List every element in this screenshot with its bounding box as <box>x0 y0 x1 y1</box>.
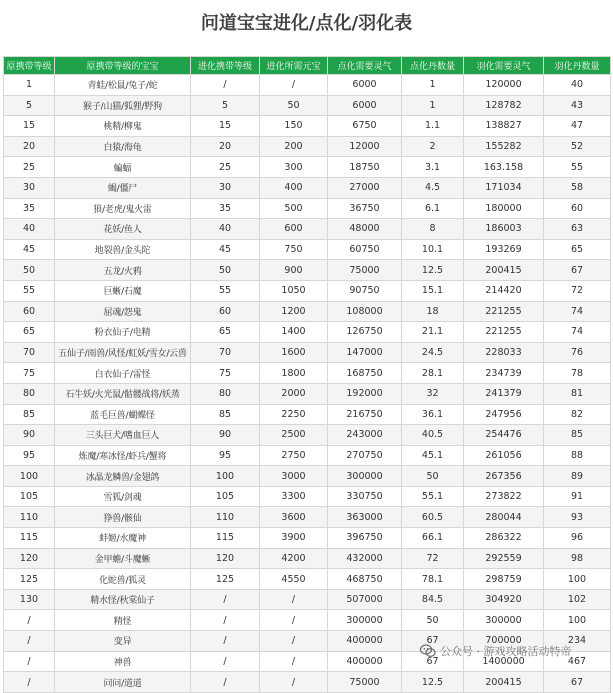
cell-original-pets: 精怪 <box>55 610 191 631</box>
cell-feather-spirit: 163.158 <box>464 157 544 178</box>
cell-enlighten-pills: 78.1 <box>402 569 464 590</box>
cell-feather-pills: 63 <box>544 219 611 240</box>
cell-enlighten-pills: 60.5 <box>402 507 464 528</box>
cell-original-level: / <box>4 651 55 672</box>
cell-feather-spirit: 221255 <box>464 301 544 322</box>
cell-enlighten-spirit: 468750 <box>328 569 402 590</box>
cell-enlighten-spirit: 330750 <box>328 486 402 507</box>
cell-feather-pills: 100 <box>544 610 611 631</box>
cell-evolved-level: 30 <box>191 177 260 198</box>
cell-enlighten-spirit: 60750 <box>328 239 402 260</box>
cell-original-level: 85 <box>4 404 55 425</box>
cell-feather-spirit: 214420 <box>464 280 544 301</box>
cell-enlighten-pills: 67 <box>402 651 464 672</box>
cell-original-pets: 精水怪/秋棠仙子 <box>55 589 191 610</box>
cell-feather-spirit: 138827 <box>464 116 544 137</box>
cell-evolution-ingots: 400 <box>260 177 328 198</box>
cell-feather-pills: 467 <box>544 651 611 672</box>
cell-evolution-ingots: 150 <box>260 116 328 137</box>
cell-original-level: 80 <box>4 383 55 404</box>
cell-enlighten-pills: 50 <box>402 610 464 631</box>
table-header-row <box>4 57 611 75</box>
cell-evolved-level: 15 <box>191 116 260 137</box>
cell-feather-spirit: 221255 <box>464 322 544 343</box>
header-original-level: 原携带等级 <box>4 57 55 75</box>
cell-feather-spirit: 228033 <box>464 342 544 363</box>
cell-original-pets: 石牛妖/火光鼠/骷髅战将/妖蒸 <box>55 383 191 404</box>
cell-original-level: 50 <box>4 260 55 281</box>
cell-feather-spirit: 120000 <box>464 75 544 96</box>
cell-evolved-level: 85 <box>191 404 260 425</box>
header-feather-pills: 羽化丹数量 <box>544 57 611 75</box>
table-row <box>4 486 611 507</box>
cell-evolved-level: 95 <box>191 445 260 466</box>
cell-evolution-ingots: 1200 <box>260 301 328 322</box>
cell-enlighten-pills: 21.1 <box>402 322 464 343</box>
cell-original-level: 115 <box>4 528 55 549</box>
cell-enlighten-spirit: 363000 <box>328 507 402 528</box>
cell-original-pets: 化蛇兽/狐灵 <box>55 569 191 590</box>
cell-evolved-level: 115 <box>191 528 260 549</box>
cell-evolved-level: 65 <box>191 322 260 343</box>
cell-enlighten-pills: 1 <box>402 95 464 116</box>
cell-evolved-level: / <box>191 75 260 96</box>
cell-evolved-level: 105 <box>191 486 260 507</box>
cell-evolution-ingots: 1800 <box>260 363 328 384</box>
cell-original-level: 35 <box>4 198 55 219</box>
cell-feather-pills: 55 <box>544 157 611 178</box>
cell-feather-spirit: 234739 <box>464 363 544 384</box>
cell-enlighten-spirit: 12000 <box>328 136 402 157</box>
cell-original-level: / <box>4 610 55 631</box>
cell-feather-pills: 74 <box>544 301 611 322</box>
cell-feather-pills: 65 <box>544 239 611 260</box>
cell-enlighten-pills: 1 <box>402 75 464 96</box>
cell-feather-spirit: 700000 <box>464 631 544 652</box>
cell-feather-pills: 76 <box>544 342 611 363</box>
cell-enlighten-spirit: 6000 <box>328 95 402 116</box>
cell-original-pets: 三头巨犬/嗜血巨人 <box>55 425 191 446</box>
table-row <box>4 177 611 198</box>
table-row <box>4 322 611 343</box>
cell-original-pets: 五仙子/雨兽/风怪/虹妖/雪女/云兽 <box>55 342 191 363</box>
cell-feather-pills: 72 <box>544 280 611 301</box>
cell-evolved-level: / <box>191 610 260 631</box>
cell-original-level: 60 <box>4 301 55 322</box>
cell-enlighten-spirit: 400000 <box>328 651 402 672</box>
cell-feather-pills: 58 <box>544 177 611 198</box>
cell-original-level: 100 <box>4 466 55 487</box>
cell-original-pets: 桃精/柳鬼 <box>55 116 191 137</box>
cell-feather-pills: 67 <box>544 260 611 281</box>
cell-enlighten-spirit: 75000 <box>328 672 402 693</box>
cell-feather-pills: 93 <box>544 507 611 528</box>
table-row <box>4 466 611 487</box>
table-row <box>4 672 611 693</box>
header-evolution-ingots: 进化所需元宝 <box>260 57 328 75</box>
cell-enlighten-pills: 84.5 <box>402 589 464 610</box>
cell-original-level: 70 <box>4 342 55 363</box>
cell-enlighten-pills: 6.1 <box>402 198 464 219</box>
cell-enlighten-spirit: 18750 <box>328 157 402 178</box>
cell-original-level: 45 <box>4 239 55 260</box>
table-row <box>4 445 611 466</box>
cell-original-level: 40 <box>4 219 55 240</box>
cell-enlighten-spirit: 432000 <box>328 548 402 569</box>
cell-evolution-ingots: 2000 <box>260 383 328 404</box>
watermark-text: 公众号 · 游戏攻略活动特帝 <box>440 645 572 658</box>
table-body <box>4 75 611 693</box>
table-row <box>4 280 611 301</box>
cell-evolved-level: 50 <box>191 260 260 281</box>
cell-original-level: 95 <box>4 445 55 466</box>
table-row <box>4 136 611 157</box>
cell-enlighten-pills: 3.1 <box>402 157 464 178</box>
cell-enlighten-pills: 12.5 <box>402 672 464 693</box>
cell-enlighten-spirit: 243000 <box>328 425 402 446</box>
cell-original-pets: 炼魔/寒冰怪/虾兵/蟹将 <box>55 445 191 466</box>
cell-original-pets: 神兽 <box>55 651 191 672</box>
cell-original-pets: 五龙/火鸦 <box>55 260 191 281</box>
cell-enlighten-spirit: 6750 <box>328 116 402 137</box>
cell-enlighten-pills: 32 <box>402 383 464 404</box>
cell-enlighten-pills: 24.5 <box>402 342 464 363</box>
cell-original-pets: 猴子/山猫/狐狸/野狗 <box>55 95 191 116</box>
cell-feather-spirit: 1400000 <box>464 651 544 672</box>
table-row <box>4 239 611 260</box>
cell-feather-spirit: 298759 <box>464 569 544 590</box>
cell-evolved-level: / <box>191 672 260 693</box>
cell-feather-spirit: 155282 <box>464 136 544 157</box>
cell-enlighten-pills: 36.1 <box>402 404 464 425</box>
cell-enlighten-pills: 67 <box>402 631 464 652</box>
cell-evolution-ingots: 200 <box>260 136 328 157</box>
cell-evolution-ingots: 3900 <box>260 528 328 549</box>
cell-evolved-level: 125 <box>191 569 260 590</box>
cell-original-level: 15 <box>4 116 55 137</box>
cell-feather-pills: 40 <box>544 75 611 96</box>
header-enlighten-pills: 点化丹数量 <box>402 57 464 75</box>
table-row <box>4 342 611 363</box>
cell-enlighten-pills: 2 <box>402 136 464 157</box>
cell-evolution-ingots: 4200 <box>260 548 328 569</box>
cell-feather-pills: 74 <box>544 322 611 343</box>
cell-original-pets: 冰晶龙鳞兽/金翅鸽 <box>55 466 191 487</box>
cell-feather-pills: 85 <box>544 425 611 446</box>
cell-evolution-ingots: / <box>260 75 328 96</box>
cell-evolved-level: 55 <box>191 280 260 301</box>
cell-evolution-ingots: / <box>260 651 328 672</box>
table-row <box>4 404 611 425</box>
cell-original-level: 20 <box>4 136 55 157</box>
cell-evolved-level: / <box>191 651 260 672</box>
table-row <box>4 569 611 590</box>
cell-evolved-level: 120 <box>191 548 260 569</box>
cell-enlighten-spirit: 300000 <box>328 466 402 487</box>
cell-feather-spirit: 241379 <box>464 383 544 404</box>
cell-enlighten-spirit: 507000 <box>328 589 402 610</box>
cell-original-pets: 花妖/鱼人 <box>55 219 191 240</box>
table-row <box>4 219 611 240</box>
cell-evolved-level: 60 <box>191 301 260 322</box>
cell-evolution-ingots: / <box>260 589 328 610</box>
cell-enlighten-spirit: 300000 <box>328 610 402 631</box>
cell-original-pets: 金甲蟾/斗魔蜥 <box>55 548 191 569</box>
cell-evolution-ingots: 2750 <box>260 445 328 466</box>
cell-original-pets: 问问/道道 <box>55 672 191 693</box>
cell-feather-pills: 67 <box>544 672 611 693</box>
cell-enlighten-pills: 4.5 <box>402 177 464 198</box>
cell-original-pets: 蝙蝠 <box>55 157 191 178</box>
cell-original-pets: 蝎/僵尸 <box>55 177 191 198</box>
cell-feather-spirit: 286322 <box>464 528 544 549</box>
cell-original-pets: 地裂兽/金头陀 <box>55 239 191 260</box>
cell-original-pets: 巨蜥/石魔 <box>55 280 191 301</box>
cell-enlighten-pills: 28.1 <box>402 363 464 384</box>
cell-feather-pills: 78 <box>544 363 611 384</box>
cell-original-level: 105 <box>4 486 55 507</box>
cell-evolution-ingots: 4550 <box>260 569 328 590</box>
cell-evolved-level: 25 <box>191 157 260 178</box>
cell-evolution-ingots: 3000 <box>260 466 328 487</box>
evolution-table <box>3 56 611 693</box>
cell-enlighten-spirit: 270750 <box>328 445 402 466</box>
cell-enlighten-pills: 18 <box>402 301 464 322</box>
cell-original-pets: 蚌姬/水魔神 <box>55 528 191 549</box>
table-row <box>4 198 611 219</box>
cell-enlighten-pills: 10.1 <box>402 239 464 260</box>
table-row <box>4 75 611 96</box>
table-row <box>4 610 611 631</box>
cell-feather-spirit: 247956 <box>464 404 544 425</box>
cell-enlighten-spirit: 108000 <box>328 301 402 322</box>
cell-evolved-level: 45 <box>191 239 260 260</box>
header-evolved-level: 进化携带等级 <box>191 57 260 75</box>
cell-enlighten-pills: 66.1 <box>402 528 464 549</box>
cell-feather-spirit: 273822 <box>464 486 544 507</box>
cell-evolved-level: / <box>191 589 260 610</box>
cell-original-level: 75 <box>4 363 55 384</box>
cell-enlighten-spirit: 36750 <box>328 198 402 219</box>
table-row <box>4 363 611 384</box>
cell-enlighten-spirit: 75000 <box>328 260 402 281</box>
cell-original-pets: 雪狐/剑魂 <box>55 486 191 507</box>
cell-feather-spirit: 128782 <box>464 95 544 116</box>
cell-evolution-ingots: 900 <box>260 260 328 281</box>
cell-feather-pills: 47 <box>544 116 611 137</box>
cell-enlighten-pills: 1.1 <box>402 116 464 137</box>
cell-enlighten-spirit: 216750 <box>328 404 402 425</box>
cell-feather-spirit: 180000 <box>464 198 544 219</box>
cell-original-pets: 屈魂/怨鬼 <box>55 301 191 322</box>
cell-original-level: / <box>4 631 55 652</box>
table-row <box>4 589 611 610</box>
cell-evolved-level: 110 <box>191 507 260 528</box>
header-enlighten-spirit: 点化需要灵气 <box>328 57 402 75</box>
table-row <box>4 95 611 116</box>
cell-evolved-level: 35 <box>191 198 260 219</box>
table-row <box>4 116 611 137</box>
cell-feather-pills: 52 <box>544 136 611 157</box>
cell-original-level: 110 <box>4 507 55 528</box>
cell-enlighten-pills: 45.1 <box>402 445 464 466</box>
cell-feather-spirit: 304920 <box>464 589 544 610</box>
cell-enlighten-pills: 55.1 <box>402 486 464 507</box>
cell-enlighten-pills: 8 <box>402 219 464 240</box>
cell-evolution-ingots: 50 <box>260 95 328 116</box>
cell-feather-pills: 82 <box>544 404 611 425</box>
table-row <box>4 548 611 569</box>
cell-original-pets: 粉衣仙子/电精 <box>55 322 191 343</box>
cell-enlighten-spirit: 27000 <box>328 177 402 198</box>
cell-feather-spirit: 186003 <box>464 219 544 240</box>
header-feather-spirit: 羽化需要灵气 <box>464 57 544 75</box>
cell-original-level: 90 <box>4 425 55 446</box>
cell-feather-pills: 98 <box>544 548 611 569</box>
cell-feather-pills: 89 <box>544 466 611 487</box>
cell-evolved-level: 40 <box>191 219 260 240</box>
table-row <box>4 157 611 178</box>
cell-evolution-ingots: 750 <box>260 239 328 260</box>
cell-evolved-level: 5 <box>191 95 260 116</box>
cell-feather-spirit: 254476 <box>464 425 544 446</box>
table-row <box>4 507 611 528</box>
cell-original-pets: 蓝毛巨兽/蝴蝶怪 <box>55 404 191 425</box>
cell-evolved-level: 80 <box>191 383 260 404</box>
cell-feather-pills: 81 <box>544 383 611 404</box>
cell-original-level: 5 <box>4 95 55 116</box>
cell-feather-spirit: 171034 <box>464 177 544 198</box>
cell-original-level: 130 <box>4 589 55 610</box>
cell-enlighten-pills: 50 <box>402 466 464 487</box>
cell-feather-pills: 88 <box>544 445 611 466</box>
table-row <box>4 383 611 404</box>
cell-feather-spirit: 292559 <box>464 548 544 569</box>
cell-enlighten-spirit: 147000 <box>328 342 402 363</box>
cell-evolution-ingots: 1050 <box>260 280 328 301</box>
cell-enlighten-spirit: 126750 <box>328 322 402 343</box>
table-row <box>4 425 611 446</box>
cell-original-level: 25 <box>4 157 55 178</box>
cell-feather-pills: 60 <box>544 198 611 219</box>
cell-evolution-ingots: 3300 <box>260 486 328 507</box>
cell-original-pets: 青蛙/松鼠/兔子/蛇 <box>55 75 191 96</box>
cell-feather-pills: 96 <box>544 528 611 549</box>
cell-feather-spirit: 280044 <box>464 507 544 528</box>
cell-evolved-level: / <box>191 631 260 652</box>
cell-feather-spirit: 200415 <box>464 672 544 693</box>
wechat-icon <box>420 644 436 658</box>
cell-evolution-ingots: 3600 <box>260 507 328 528</box>
cell-feather-pills: 43 <box>544 95 611 116</box>
cell-evolution-ingots: 500 <box>260 198 328 219</box>
table-row <box>4 528 611 549</box>
cell-evolved-level: 100 <box>191 466 260 487</box>
cell-original-pets: 白猿/海龟 <box>55 136 191 157</box>
watermark <box>420 640 572 662</box>
cell-enlighten-pills: 12.5 <box>402 260 464 281</box>
cell-original-level: 125 <box>4 569 55 590</box>
cell-evolution-ingots: 1400 <box>260 322 328 343</box>
cell-original-pets: 变异 <box>55 631 191 652</box>
cell-original-pets: 白衣仙子/雷怪 <box>55 363 191 384</box>
cell-evolved-level: 75 <box>191 363 260 384</box>
cell-original-pets: 狼/老虎/鬼火雷 <box>55 198 191 219</box>
cell-enlighten-spirit: 48000 <box>328 219 402 240</box>
cell-feather-pills: 100 <box>544 569 611 590</box>
cell-evolution-ingots: 300 <box>260 157 328 178</box>
cell-evolution-ingots: 1600 <box>260 342 328 363</box>
cell-original-level: / <box>4 672 55 693</box>
cell-enlighten-spirit: 400000 <box>328 631 402 652</box>
cell-enlighten-pills: 40.5 <box>402 425 464 446</box>
cell-enlighten-pills: 72 <box>402 548 464 569</box>
cell-feather-spirit: 261056 <box>464 445 544 466</box>
cell-original-level: 120 <box>4 548 55 569</box>
cell-feather-spirit: 267356 <box>464 466 544 487</box>
cell-enlighten-pills: 15.1 <box>402 280 464 301</box>
cell-evolution-ingots: 600 <box>260 219 328 240</box>
header-original-pets: 原携带等级的宝宝 <box>55 57 191 75</box>
page-title: 问道宝宝进化/点化/羽化表 <box>200 13 413 34</box>
cell-evolution-ingots: 2500 <box>260 425 328 446</box>
cell-evolution-ingots: / <box>260 672 328 693</box>
table-row <box>4 301 611 322</box>
cell-original-level: 1 <box>4 75 55 96</box>
cell-enlighten-spirit: 396750 <box>328 528 402 549</box>
cell-evolved-level: 20 <box>191 136 260 157</box>
cell-original-pets: 狰兽/骸仙 <box>55 507 191 528</box>
cell-evolution-ingots: / <box>260 610 328 631</box>
cell-evolution-ingots: / <box>260 631 328 652</box>
cell-feather-spirit: 200415 <box>464 260 544 281</box>
cell-enlighten-spirit: 90750 <box>328 280 402 301</box>
cell-feather-pills: 91 <box>544 486 611 507</box>
cell-evolution-ingots: 2250 <box>260 404 328 425</box>
cell-feather-spirit: 300000 <box>464 610 544 631</box>
cell-enlighten-spirit: 6000 <box>328 75 402 96</box>
cell-original-level: 65 <box>4 322 55 343</box>
cell-evolved-level: 90 <box>191 425 260 446</box>
cell-feather-pills: 234 <box>544 631 611 652</box>
cell-original-level: 55 <box>4 280 55 301</box>
cell-original-level: 30 <box>4 177 55 198</box>
cell-feather-pills: 102 <box>544 589 611 610</box>
cell-enlighten-spirit: 168750 <box>328 363 402 384</box>
table-row <box>4 260 611 281</box>
cell-evolved-level: 70 <box>191 342 260 363</box>
cell-enlighten-spirit: 192000 <box>328 383 402 404</box>
cell-feather-spirit: 193269 <box>464 239 544 260</box>
